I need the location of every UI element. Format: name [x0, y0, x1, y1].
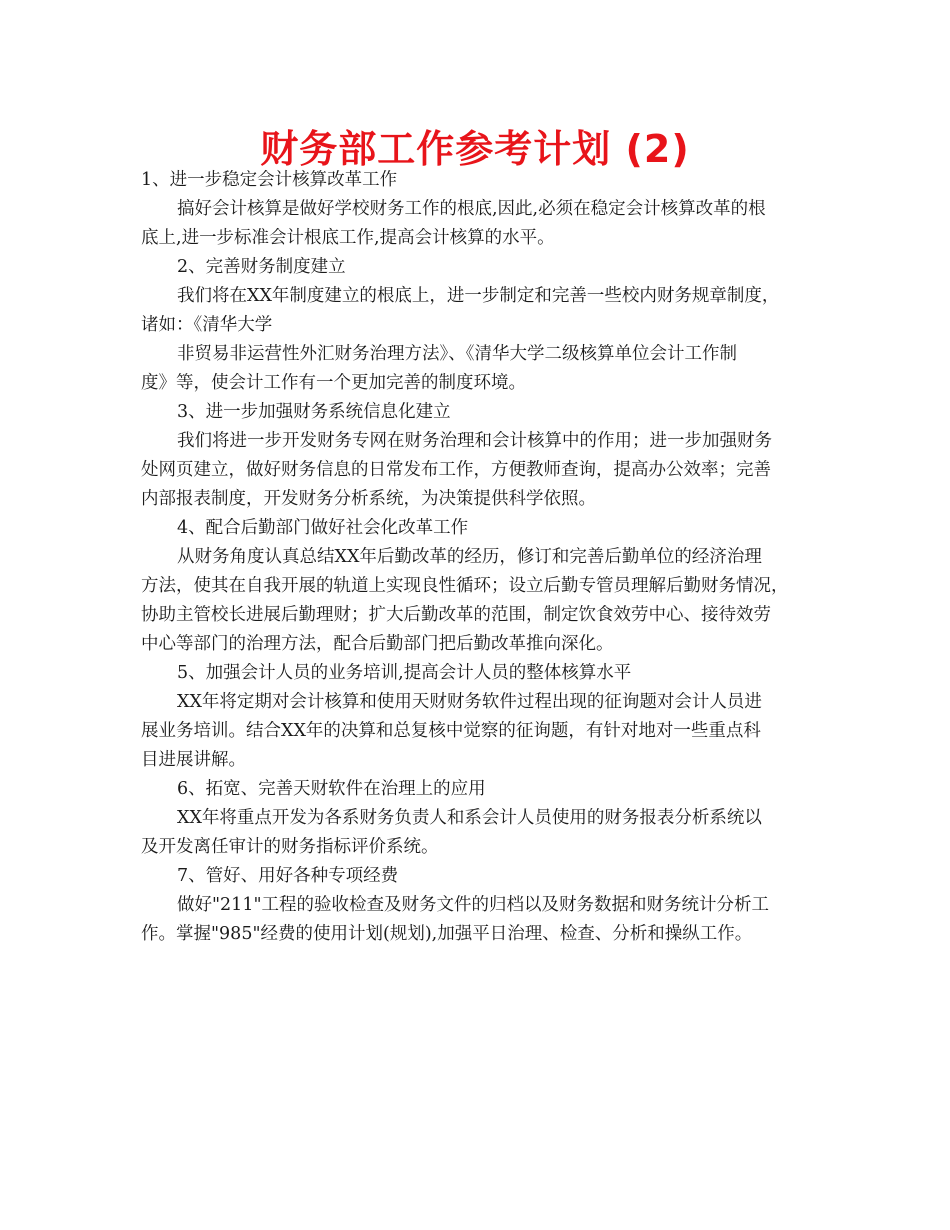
paragraph-line: 非贸易非运营性外汇财务治理方法》、《清华大学二级核算单位会计工作制	[177, 344, 737, 364]
paragraph-line: 诸如：《清华大学	[141, 315, 273, 335]
section-heading-1: 1、进一步稳定会计核算改革工作	[141, 170, 398, 190]
section-heading-7: 7、管好、用好各种专项经费	[177, 866, 399, 886]
paragraph-line: 展业务培训。结合XX年的决算和总复核中觉察的征询题，有针对地对一些重点科	[141, 721, 761, 741]
section-heading-3: 3、进一步加强财务系统信息化建立	[177, 402, 451, 422]
document-body	[141, 166, 821, 949]
paragraph-line: XX年将定期对会计核算和使用天财财务软件过程出现的征询题对会计人员进	[177, 692, 762, 712]
paragraph-line: 方法，使其在自我开展的轨道上实现良性循环；设立后勤专管员理解后勤财务情况，	[141, 576, 789, 596]
paragraph-line: 协助主管校长进展后勤理财；扩大后勤改革的范围，制定饮食效劳中心、接待效劳	[141, 605, 771, 625]
paragraph-line: 底上,进一步标准会计根底工作,提高会计核算的水平。	[141, 228, 555, 248]
paragraph-line: XX年将重点开发为各系财务负责人和系会计人员使用的财务报表分析系统以	[177, 808, 762, 828]
paragraph-line: 我们将在XX年制度建立的根底上，进一步制定和完善一些校内财务规章制度，	[177, 286, 780, 306]
section-heading-6: 6、拓宽、完善天财软件在治理上的应用	[177, 779, 486, 799]
paragraph-line: 中心等部门的治理方法，配合后勤部门把后勤改革推向深化。	[141, 634, 614, 654]
document-title: 财务部工作参考计划 (2)	[260, 127, 690, 171]
paragraph-line: 目进展讲解。	[141, 750, 246, 770]
paragraph-line: 处网页建立，做好财务信息的日常发布工作，方便教师查询，提高办公效率；完善	[141, 460, 771, 480]
paragraph-line: 度》等，使会计工作有一个更加完善的制度环境。	[141, 373, 526, 393]
paragraph-line: 我们将进一步开发财务专网在财务治理和会计核算中的作用；进一步加强财务	[177, 431, 772, 451]
section-heading-2: 2、完善财务制度建立	[177, 257, 346, 277]
section-heading-5: 5、加强会计人员的业务培训,提高会计人员的整体核算水平	[177, 663, 632, 683]
paragraph-line: 内部报表制度，开发财务分析系统，为决策提供科学依照。	[141, 489, 596, 509]
paragraph-line: 及开发离任审计的财务指标评价系统。	[141, 837, 439, 857]
paragraph-line: 做好"211"工程的验收检查及财务文件的归档以及财务数据和财务统计分析工	[177, 895, 769, 915]
paragraph-line: 从财务角度认真总结XX年后勤改革的经历，修订和完善后勤单位的经济治理	[177, 547, 762, 567]
section-heading-4: 4、配合后勤部门做好社会化改革工作	[177, 518, 469, 538]
paragraph-line: 作。掌握"985"经费的使用计划(规划),加强平日治理、检查、分析和操纵工作。	[141, 924, 753, 944]
paragraph-line: 搞好会计核算是做好学校财务工作的根底,因此,必须在稳定会计核算改革的根	[177, 199, 766, 219]
